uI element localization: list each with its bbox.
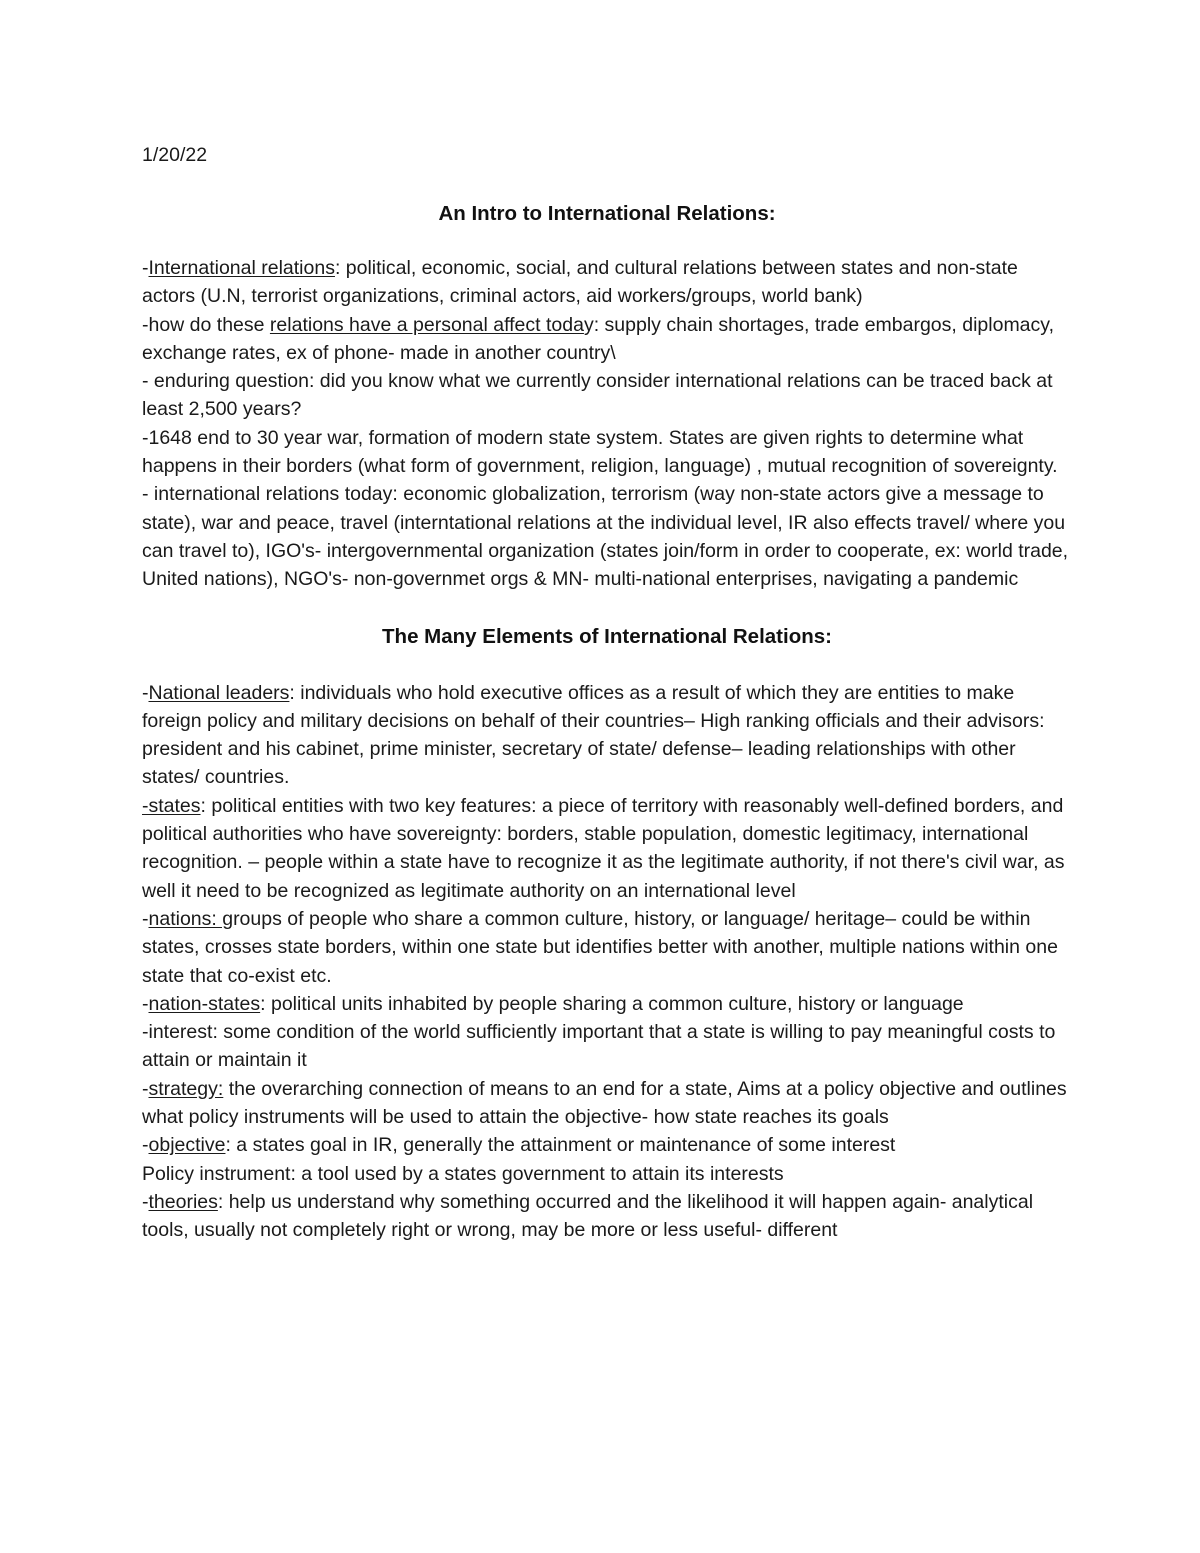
- section-elements-body: [142, 679, 1072, 1245]
- item-text: : a states goal in IR, generally the attainment or maintenance of some interest: [225, 1134, 896, 1157]
- paragraph-enduring-question: [142, 367, 1072, 424]
- item-prefix: -: [142, 681, 149, 704]
- item-text: : political units inhabited by people sharing a common culture, history or language: [260, 992, 964, 1015]
- paragraph-international-relations: [142, 254, 1072, 311]
- item-text: - enduring question: did you know what we currently consider international relations can be traced back at least 2,500 years?: [142, 370, 1053, 421]
- paragraph-policy-instrument: [142, 1160, 1072, 1188]
- paragraph-interest: [142, 1018, 1072, 1075]
- document-page: [142, 139, 1072, 1245]
- item-text: Policy instrument: a tool used by a states government to attain its interests: [142, 1162, 784, 1185]
- item-text: - international relations today: economic globalization, terrorism (way non-state actors give a message to state), war and peace, travel (interntational relations at the individual level, IR also effects travel/ where you can travel to), IGO's- intergovernmental organization (states join/form in order to cooperate, ex: world trade, United nations), NGO's- non-governmet orgs & MN- multi-national enterprises, navigating a pandemic: [142, 483, 1069, 591]
- item-text: roups of people who share a common culture, history, or language/ heritage– could be within states, crosses state borders, within one state but identifies better with another, multiple nations within one state that co-exist etc.: [142, 907, 1058, 987]
- paragraph-theories: [142, 1188, 1072, 1245]
- item-text: : individuals who hold executive offices as a result of which they are entities to make foreign policy and military decisions on behalf of their countries– High ranking officials and their advisors: president and his cabinet, prime minister, secretary of state/ defense– leading relationships with other states/ countries.: [142, 681, 1045, 789]
- item-text: : political, economic, social, and cultural relations between states and non-state actors (U.N, terrorist organizations, criminal actors, aid workers/groups, world bank): [142, 257, 1018, 308]
- underlined-term: nation-states: [148, 992, 261, 1015]
- item-prefix: -: [142, 907, 149, 930]
- paragraph-1648: [142, 424, 1072, 481]
- underlined-term: objective: [148, 1134, 226, 1157]
- paragraph-ir-today: [142, 480, 1072, 593]
- paragraph-nation-states: [142, 990, 1072, 1018]
- item-text: y: supply chain shortages, trade embargos, diplomacy, exchange rates, ex of phone- made in another country\: [142, 313, 1055, 364]
- section-heading-intro: An Intro to International Relations:: [438, 202, 776, 225]
- section-heading-elements: The Many Elements of International Relations:: [382, 624, 832, 648]
- paragraph-national-leaders: [142, 679, 1072, 792]
- item-prefix: -: [142, 1077, 149, 1100]
- paragraph-strategy: [142, 1075, 1072, 1132]
- underlined-term: theories: [148, 1190, 218, 1213]
- underlined-term: -states: [142, 794, 201, 817]
- item-prefix: -: [142, 1190, 149, 1213]
- paragraph-personal-affect: [142, 311, 1072, 368]
- item-text: -1648 end to 30 year war, formation of modern state system. States are given rights to determine what happens in their borders (what form of government, religion, language) , mutual recognition of sovereignty.: [142, 426, 1058, 478]
- underlined-term: International relations: [148, 257, 335, 279]
- item-text: the overarching connection of means to an end for a state, Aims at a policy objective and outlines what policy instruments will be used to attain the objective- how state reaches its goals: [142, 1077, 1067, 1129]
- underlined-term: relations have a personal affect toda: [269, 313, 584, 336]
- item-prefix: -: [142, 992, 149, 1015]
- paragraph-objective: [142, 1131, 1072, 1159]
- paragraph-nations: [142, 905, 1072, 990]
- underlined-term: strategy:: [148, 1077, 224, 1100]
- underlined-term: National leaders: [148, 681, 290, 704]
- item-text: -interest: some condition of the world sufficiently important that a state is willing to pay meaningful costs to attain or maintain it: [142, 1021, 1056, 1072]
- item-text: : political entities with two key features: a piece of territory with reasonably well-defined borders, and political authorities who have sovereignty: borders, stable population, domestic legitimacy, international recognition. – people within a state have to recognize it as the legitimate authority, if not there's civil war, as well it need to be recognized as legitimate authority on an international level: [142, 794, 1065, 902]
- note-date: 1/20/22: [142, 144, 208, 166]
- underlined-term: nations: g: [148, 907, 234, 930]
- item-prefix: -how do these: [142, 313, 270, 336]
- item-text: : help us understand why something occurred and the likelihood it will happen again- analytical tools, usually not completely right or wrong, may be more or less useful- different: [142, 1190, 1034, 1242]
- item-prefix: -: [142, 257, 149, 279]
- section-intro-body: [142, 254, 1072, 594]
- item-prefix: -: [142, 1134, 149, 1157]
- paragraph-states: [142, 792, 1072, 905]
